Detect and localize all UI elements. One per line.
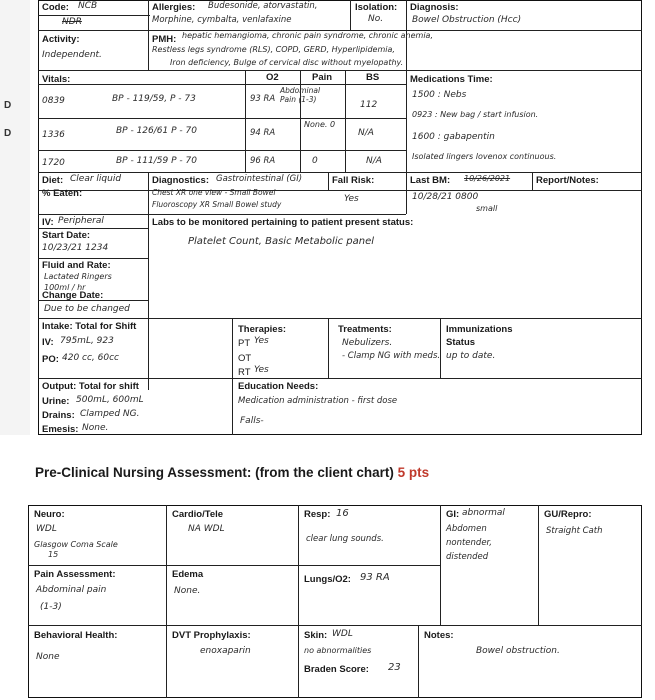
vitals-values-2: BP - 126/61 P - 70 (116, 126, 197, 136)
vitals-pain-2: None. 0 (304, 120, 336, 129)
pmh-value-3: Iron deficiency, Bulge of cervical disc without myelopathy. (170, 58, 404, 67)
last-bm-label: Last BM: (410, 175, 451, 186)
vitals-o2-3: 96 RA (250, 156, 276, 166)
pt-label: PT (238, 338, 251, 349)
gi-label: GI: (446, 509, 460, 520)
medication-4: Isolated lingers lovenox continuous. (412, 152, 557, 161)
neuro-value-3: 15 (48, 550, 59, 559)
pmh-label: PMH: (152, 34, 177, 45)
diet-value: Clear liquid (70, 174, 122, 184)
last-bm-value: 10/26/2021 (464, 174, 511, 183)
vitals-time-1: 0839 (42, 96, 65, 106)
fluid-rate-value: Lactated Ringers (44, 272, 112, 281)
vitals-label: Vitals: (42, 74, 71, 85)
lungs-o2-label: Lungs/O2: (304, 574, 351, 585)
treatments-label: Treatments: (338, 324, 392, 335)
intake-iv-value: 795mL, 923 (60, 336, 114, 346)
medication-1: 1500 : Nebs (412, 90, 467, 100)
education-needs-value: Medication administration - first dose (238, 396, 398, 406)
eaten-label: % Eaten: (42, 188, 83, 199)
vitals-bs-1: 112 (360, 100, 378, 110)
isolation-label: Isolation: (355, 2, 398, 13)
diagnostics-value: Gastrointestinal (GI) (216, 174, 303, 184)
ot-label: OT (238, 353, 252, 364)
cardio-tele-value: NA WDL (188, 524, 225, 534)
dvt-prophylaxis-value: enoxaparin (200, 646, 251, 656)
vitals-time-2: 1336 (42, 130, 65, 140)
immunizations-label: Immunizations (446, 324, 513, 335)
bs-label: BS (366, 72, 380, 83)
gu-repro-value: Straight Cath (546, 526, 603, 536)
education-needs-value-2: Falls- (240, 416, 264, 426)
section-title-text: Pre-Clinical Nursing Assessment: (from the client chart) (35, 465, 394, 480)
notes-value: Bowel obstruction. (476, 646, 560, 656)
section-points: 5 pts (397, 465, 430, 480)
allergies-label: Allergies: (152, 2, 196, 13)
dvt-prophylaxis-label: DVT Prophylaxis: (172, 630, 251, 641)
gi-value-3: nontender, (446, 538, 492, 548)
pmh-value: hepatic hemangioma, chronic pain syndrome, chronic anemia, (182, 31, 433, 40)
drains-label: Drains: (42, 410, 75, 421)
education-needs-label: Education Needs: (238, 381, 319, 392)
medication-3: 1600 : gabapentin (412, 132, 495, 142)
vitals-pain-1: Abdominal Pain (1-3) (280, 86, 321, 104)
treatments-value-2: - Clamp NG with meds. (342, 351, 441, 361)
intake-label: Intake: Total for Shift (42, 321, 137, 332)
pain-assessment-value: Abdominal pain (36, 585, 107, 595)
vitals-o2-1: 93 RA (250, 94, 276, 104)
code-value: NCB (78, 1, 98, 11)
neuro-label: Neuro: (34, 509, 65, 520)
labs-value: Platelet Count, Basic Metabolic panel (188, 236, 375, 247)
code-value-2: NDR (62, 17, 82, 27)
medication-2: 0923 : New bag / start infusion. (412, 110, 539, 119)
treatments-value: Nebulizers. (342, 338, 393, 348)
vitals-bs-3: N/A (366, 156, 382, 166)
scan-edge: D D (0, 0, 30, 435)
edema-value: None. (174, 586, 201, 596)
emesis-label: Emesis: (42, 424, 79, 435)
drains-value: Clamped NG. (80, 409, 140, 419)
immunizations-status-label: Status (446, 337, 476, 348)
vitals-bs-2: N/A (358, 128, 374, 138)
activity-value: Independent. (42, 50, 102, 60)
braden-score-value: 23 (388, 662, 401, 673)
iv-value: Peripheral (58, 216, 104, 226)
resp-value: 16 (336, 508, 349, 519)
vitals-o2-2: 94 RA (250, 128, 276, 138)
intake-po-label: PO: (42, 354, 59, 365)
diagnostics-label: Diagnostics: (152, 175, 210, 186)
output-label: Output: Total for shift (42, 381, 139, 392)
urine-label: Urine: (42, 396, 70, 407)
intake-po-value: 420 cc, 60cc (62, 353, 120, 363)
skin-value-2: no abnormalities (304, 646, 372, 655)
isolation-value: No. (368, 14, 384, 24)
pmh-value-2: Restless legs syndrome (RLS), COPD, GERD, Hyperlipidemia, (152, 45, 395, 54)
fall-risk-value: Yes (344, 194, 359, 204)
immunizations-value: up to date. (446, 351, 496, 361)
diet-label: Diet: (42, 175, 64, 186)
fluid-rate-value-2: 100ml / hr (44, 283, 86, 292)
gu-repro-label: GU/Repro: (544, 509, 592, 520)
skin-label: Skin: (304, 630, 328, 641)
report-notes-label: Report/Notes: (536, 175, 599, 186)
start-date-value: 10/23/21 1234 (42, 243, 109, 253)
resp-label: Resp: (304, 509, 331, 520)
intake-iv-label: IV: (42, 337, 54, 348)
diagnostics-value-3: Fluoroscopy XR Small Bowel study (152, 200, 282, 209)
start-date-label: Start Date: (42, 230, 91, 241)
cardio-tele-label: Cardio/Tele (172, 509, 224, 520)
vitals-time-3: 1720 (42, 158, 65, 168)
lungs-o2-value: 93 RA (360, 572, 390, 583)
pt-value: Yes (254, 336, 269, 346)
last-bm-value-2: 10/28/21 0800 (412, 192, 479, 202)
skin-value: WDL (332, 629, 353, 639)
fall-risk-label: Fall Risk: (332, 175, 375, 186)
medications-time-label: Medications Time: (410, 74, 493, 85)
diagnosis-label: Diagnosis: (410, 2, 459, 13)
braden-score-label: Braden Score: (304, 664, 369, 675)
resp-value-2: clear lung sounds. (306, 534, 384, 544)
section-title (35, 465, 429, 480)
change-date-value: Due to be changed (44, 304, 130, 314)
vitals-values-3: BP - 111/59 P - 70 (116, 156, 197, 166)
gi-value-2: Abdomen (446, 524, 487, 534)
vitals-values-1: BP - 119/59, P - 73 (112, 94, 196, 104)
gi-value-4: distended (446, 552, 489, 562)
o2-label: O2 (266, 72, 279, 83)
edema-label: Edema (172, 569, 204, 580)
rt-value: Yes (254, 365, 269, 375)
emesis-value: None. (82, 423, 109, 433)
fluid-rate-label: Fluid and Rate: (42, 260, 111, 271)
notes-label: Notes: (424, 630, 454, 641)
iv-label: IV: (42, 217, 54, 228)
last-bm-value-3: small (476, 204, 498, 213)
behavioral-health-value: None (36, 652, 60, 662)
pain-assessment-value-2: (1-3) (40, 602, 62, 612)
rt-label: RT (238, 367, 251, 378)
diagnostics-value-2: Chest XR one view - Small Bowel (152, 188, 276, 197)
labs-label: Labs to be monitored pertaining to patient present status: (152, 217, 414, 228)
activity-label: Activity: (42, 34, 80, 45)
gi-value: abnormal (462, 508, 505, 518)
code-label: Code: (42, 2, 69, 13)
change-date-label: Change Date: (42, 290, 104, 301)
behavioral-health-label: Behavioral Health: (34, 630, 118, 641)
pain-label: Pain (312, 72, 333, 83)
pain-assessment-label: Pain Assessment: (34, 569, 116, 580)
neuro-value-2: Glasgow Coma Scale (34, 540, 118, 549)
allergies-value-2: Morphine, cymbalta, venlafaxine (152, 15, 292, 25)
allergies-value: Budesonide, atorvastatin, (208, 1, 318, 11)
therapies-label: Therapies: (238, 324, 287, 335)
urine-value: 500mL, 600mL (76, 395, 144, 405)
diagnosis-value: Bowel Obstruction (Hcc) (412, 15, 522, 25)
neuro-value: WDL (36, 524, 57, 534)
vitals-pain-3: 0 (312, 156, 318, 166)
